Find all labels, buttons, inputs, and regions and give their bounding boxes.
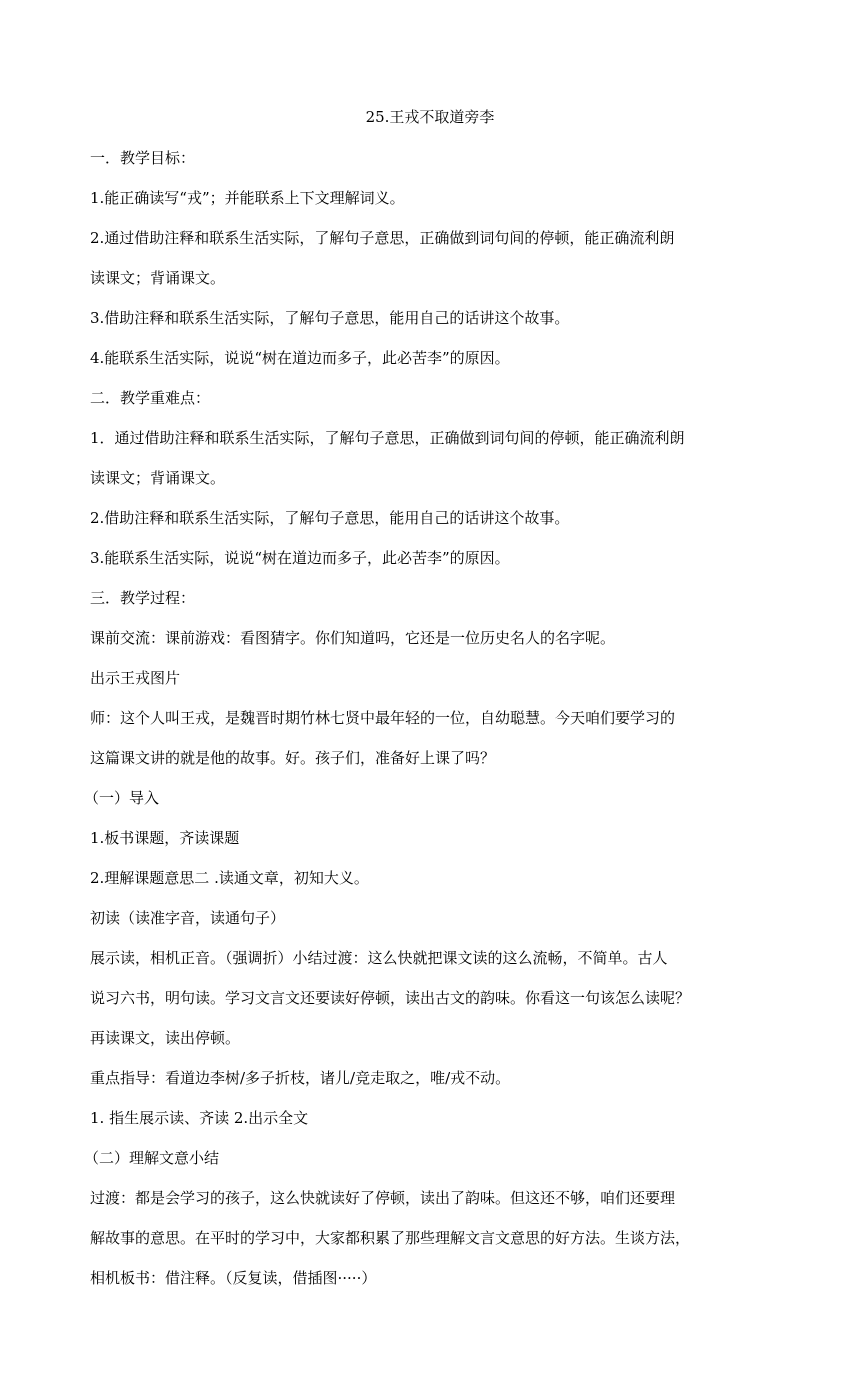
paragraph-line: 3.能联系生活实际，说说“树在道边而多子，此必苦李”的原因。 bbox=[90, 549, 510, 567]
section-heading-objectives: 一．教学目标： bbox=[90, 149, 196, 167]
paragraph-line: 出示王戎图片 bbox=[90, 669, 181, 687]
document-body bbox=[84, 142, 780, 1302]
paragraph-line: 2.理解课题意思二 .读通文章，初知大义。 bbox=[90, 869, 369, 887]
paragraph-line: 相机板书：借注释。（反复读，借插图·····） bbox=[90, 1269, 377, 1287]
paragraph-line: 2.通过借助注释和联系生活实际，了解句子意思，正确做到词句间的停顿，能正确流利朗 bbox=[90, 229, 675, 247]
paragraph-line: 3.借助注释和联系生活实际，了解句子意思，能用自己的话讲这个故事。 bbox=[90, 309, 570, 327]
section-heading-key-points: 二．教学重难点： bbox=[90, 389, 211, 407]
subsection-heading-intro: （一）导入 bbox=[84, 789, 160, 807]
paragraph-line: 1．通过借助注释和联系生活实际，了解句子意思，正确做到词句间的停顿，能正确流利朗 bbox=[90, 429, 685, 447]
paragraph-line: 展示读，相机正音。（强调折）小结过渡：这么快就把课文读的这么流畅，不简单。古人 bbox=[90, 949, 668, 967]
document-title: 25.王戎不取道旁李 bbox=[365, 108, 495, 126]
paragraph-line: 过渡：都是会学习的孩子，这么快就读好了停顿，读出了韵味。但这还不够，咱们还要理 bbox=[90, 1189, 676, 1207]
paragraph-line: 说习六书，明句读。学习文言文还要读好停顿，读出古文的韵味。你看这一句该怎么读呢？ bbox=[90, 989, 691, 1007]
paragraph-line: 1.板书课题，齐读课题 bbox=[90, 829, 240, 847]
paragraph-line: 读课文；背诵课文。 bbox=[90, 269, 226, 287]
paragraph-line: 课前交流：课前游戏：看图猜字。你们知道吗，它还是一位历史名人的名字呢。 bbox=[90, 629, 616, 647]
paragraph-line: 读课文；背诵课文。 bbox=[90, 469, 226, 487]
paragraph-line: 2.借助注释和联系生活实际，了解句子意思，能用自己的话讲这个故事。 bbox=[90, 509, 570, 527]
paragraph-line: 1.能正确读写“戎”；并能联系上下文理解词义。 bbox=[90, 189, 405, 207]
paragraph-line: 4.能联系生活实际，说说“树在道边而多子，此必苦李”的原因。 bbox=[90, 349, 510, 367]
subsection-heading-meaning: （二）理解文意小结 bbox=[84, 1149, 220, 1167]
paragraph-line: 重点指导：看道边李树/多子折枝，诸儿/竞走取之，唯/戎不动。 bbox=[90, 1069, 511, 1087]
paragraph-line: 再读课文，读出停顿。 bbox=[90, 1029, 241, 1047]
paragraph-line: 1. 指生展示读、齐读 2.出示全文 bbox=[90, 1109, 309, 1127]
paragraph-line: 这篇课文讲的就是他的故事。好。孩子们，准备好上课了吗？ bbox=[90, 749, 496, 767]
section-heading-process: 三．教学过程： bbox=[90, 589, 196, 607]
paragraph-line: 解故事的意思。在平时的学习中，大家都积累了那些理解文言文意思的好方法。生谈方法， bbox=[90, 1229, 691, 1247]
paragraph-line: 初读（读准字音，读通句子） bbox=[90, 909, 286, 927]
paragraph-line: 师：这个人叫王戎，是魏晋时期竹林七贤中最年轻的一位，自幼聪慧。今天咱们要学习的 bbox=[90, 709, 676, 727]
